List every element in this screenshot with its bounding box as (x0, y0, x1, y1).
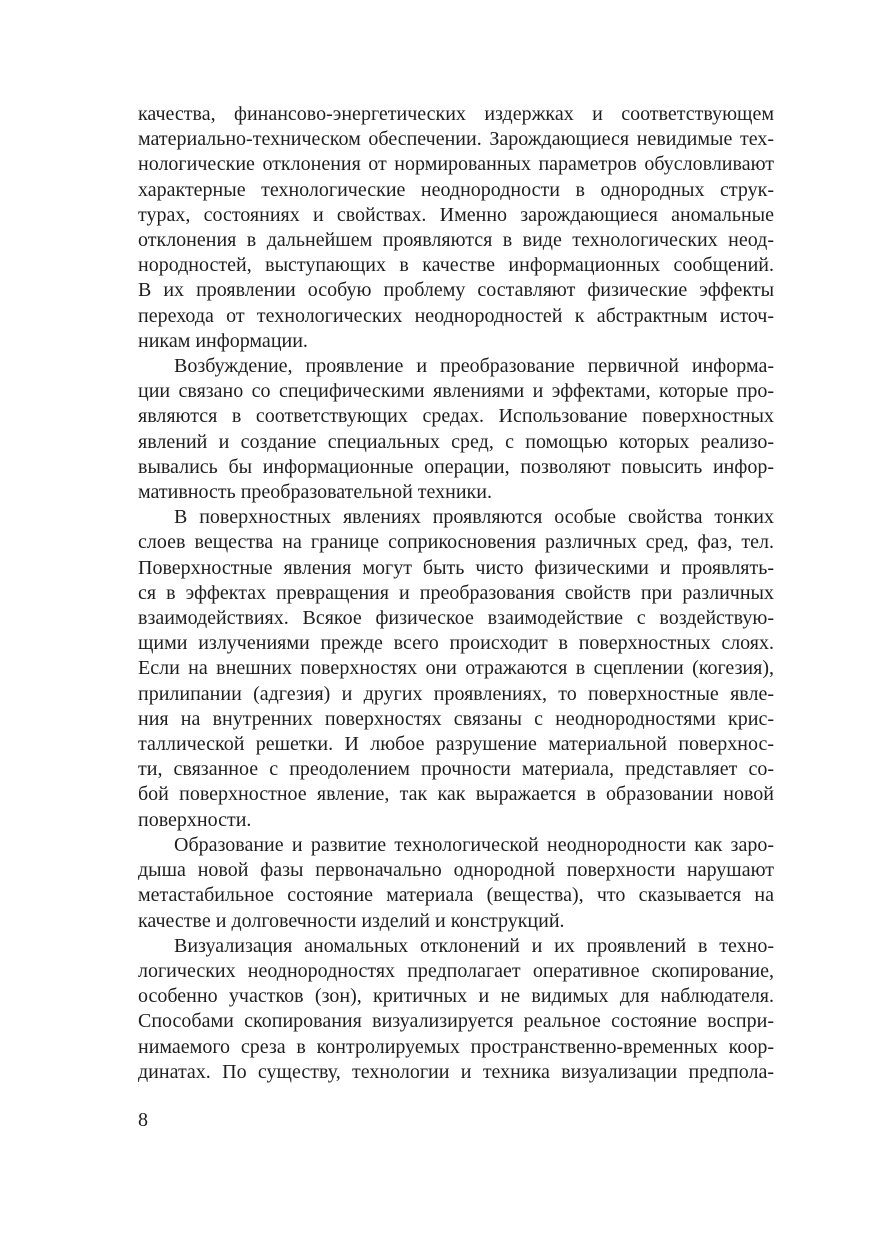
text-line: перехода от технологических неоднородностей к абстрактным источ- (138, 304, 774, 327)
text-line: нимаемого среза в контролируемых пространственно-временных коор- (138, 1035, 774, 1058)
paragraph (138, 833, 774, 934)
text-line: бой поверхностное явление, так как выражается в образовании новой (138, 783, 774, 806)
text-line: логических неоднородностях предполагает оперативное скопирование, (138, 959, 774, 982)
text-line: нологические отклонения от нормированных параметров обусловливают (138, 153, 774, 176)
text-line: качества, финансово-энергетических издержках и соответствующем (138, 103, 774, 125)
text-line: Визуализация аномальных отклонений и их проявлений в техно- (174, 934, 774, 957)
paragraph (138, 102, 774, 354)
text-line: слоев вещества на границе соприкосновения различных сред, фаз, тел. (138, 531, 774, 554)
text-line: отклонения в дальнейшем проявляются в виде технологических неод- (138, 229, 774, 252)
text-line: В поверхностных явлениях проявляются особые свойства тонких (174, 506, 774, 529)
text-line: взаимодействиях. Всякое физическое взаимодействие с воздействую- (138, 607, 774, 630)
text-line: качестве и долговечности изделий и конструкций. (138, 909, 565, 932)
text-line: дыша новой фазы первоначально однородной поверхности нарушают (138, 859, 774, 882)
text-line: прилипании (адгезия) и других проявлениях, то поверхностные явле- (138, 682, 774, 705)
text-line: материально-техническом обеспечении. Зарождающиеся невидимые тех- (138, 128, 774, 151)
text-line: ния на внутренних поверхностях связаны с неоднородностями крис- (138, 707, 774, 730)
text-line: метастабильное состояние материала (вещества), что сказывается на (138, 884, 774, 907)
text-line: ся в эффектах превращения и преобразования свойств при различных (138, 581, 774, 604)
text-line: характерные технологические неоднородности в однородных струк- (138, 178, 774, 201)
paragraph (138, 934, 774, 1085)
paragraph (138, 505, 774, 833)
text-line: Возбуждение, проявление и преобразование первичной информа- (174, 355, 774, 378)
text-line: особенно участков (зон), критичных и не видимых для наблюдателя. (138, 985, 774, 1008)
text-line: Если на внешних поверхностях они отражаются в сцеплении (когезия), (138, 657, 774, 680)
text-line: Способами скопирования визуализируется реальное состояние воспри- (138, 1010, 774, 1033)
text-line: турах, состояниях и свойствах. Именно зарождающиеся аномальные (138, 203, 774, 226)
text-line: нородностей, выступающих в качестве информационных сообщений. (138, 254, 774, 277)
text-line: ции связано со специфическими явлениями и эффектами, которые про- (138, 380, 774, 403)
text-line: явлений и создание специальных сред, с помощью которых реализо- (138, 430, 774, 453)
text-line: ти, связанное с преодолением прочности материала, представляет со- (138, 758, 774, 781)
text-line: являются в соответствующих средах. Использование поверхностных (138, 405, 774, 428)
text-line: мативность преобразовательной техники. (138, 481, 492, 504)
page-number: 8 (138, 1109, 148, 1131)
paragraph (138, 354, 774, 505)
text-line: В их проявлении особую проблему составляют физические эффекты (138, 279, 774, 302)
text-line: таллической решетки. И любое разрушение материальной поверхнос- (138, 733, 774, 756)
text-line: вывались бы информационные операции, позволяют повысить инфор- (138, 455, 774, 478)
text-line: Образование и развитие технологической неоднородности как заро- (174, 833, 774, 856)
text-line: щими излучениями прежде всего происходит в поверхностных слоях. (138, 632, 774, 655)
text-line: динатах. По существу, технологии и техника визуализации предпола- (138, 1060, 774, 1083)
text-line: Поверхностные явления могут быть чисто физическими и проявлять- (138, 556, 774, 579)
text-line: поверхности. (138, 808, 252, 831)
text-line: никам информации. (138, 329, 308, 352)
page-body (138, 102, 774, 1085)
